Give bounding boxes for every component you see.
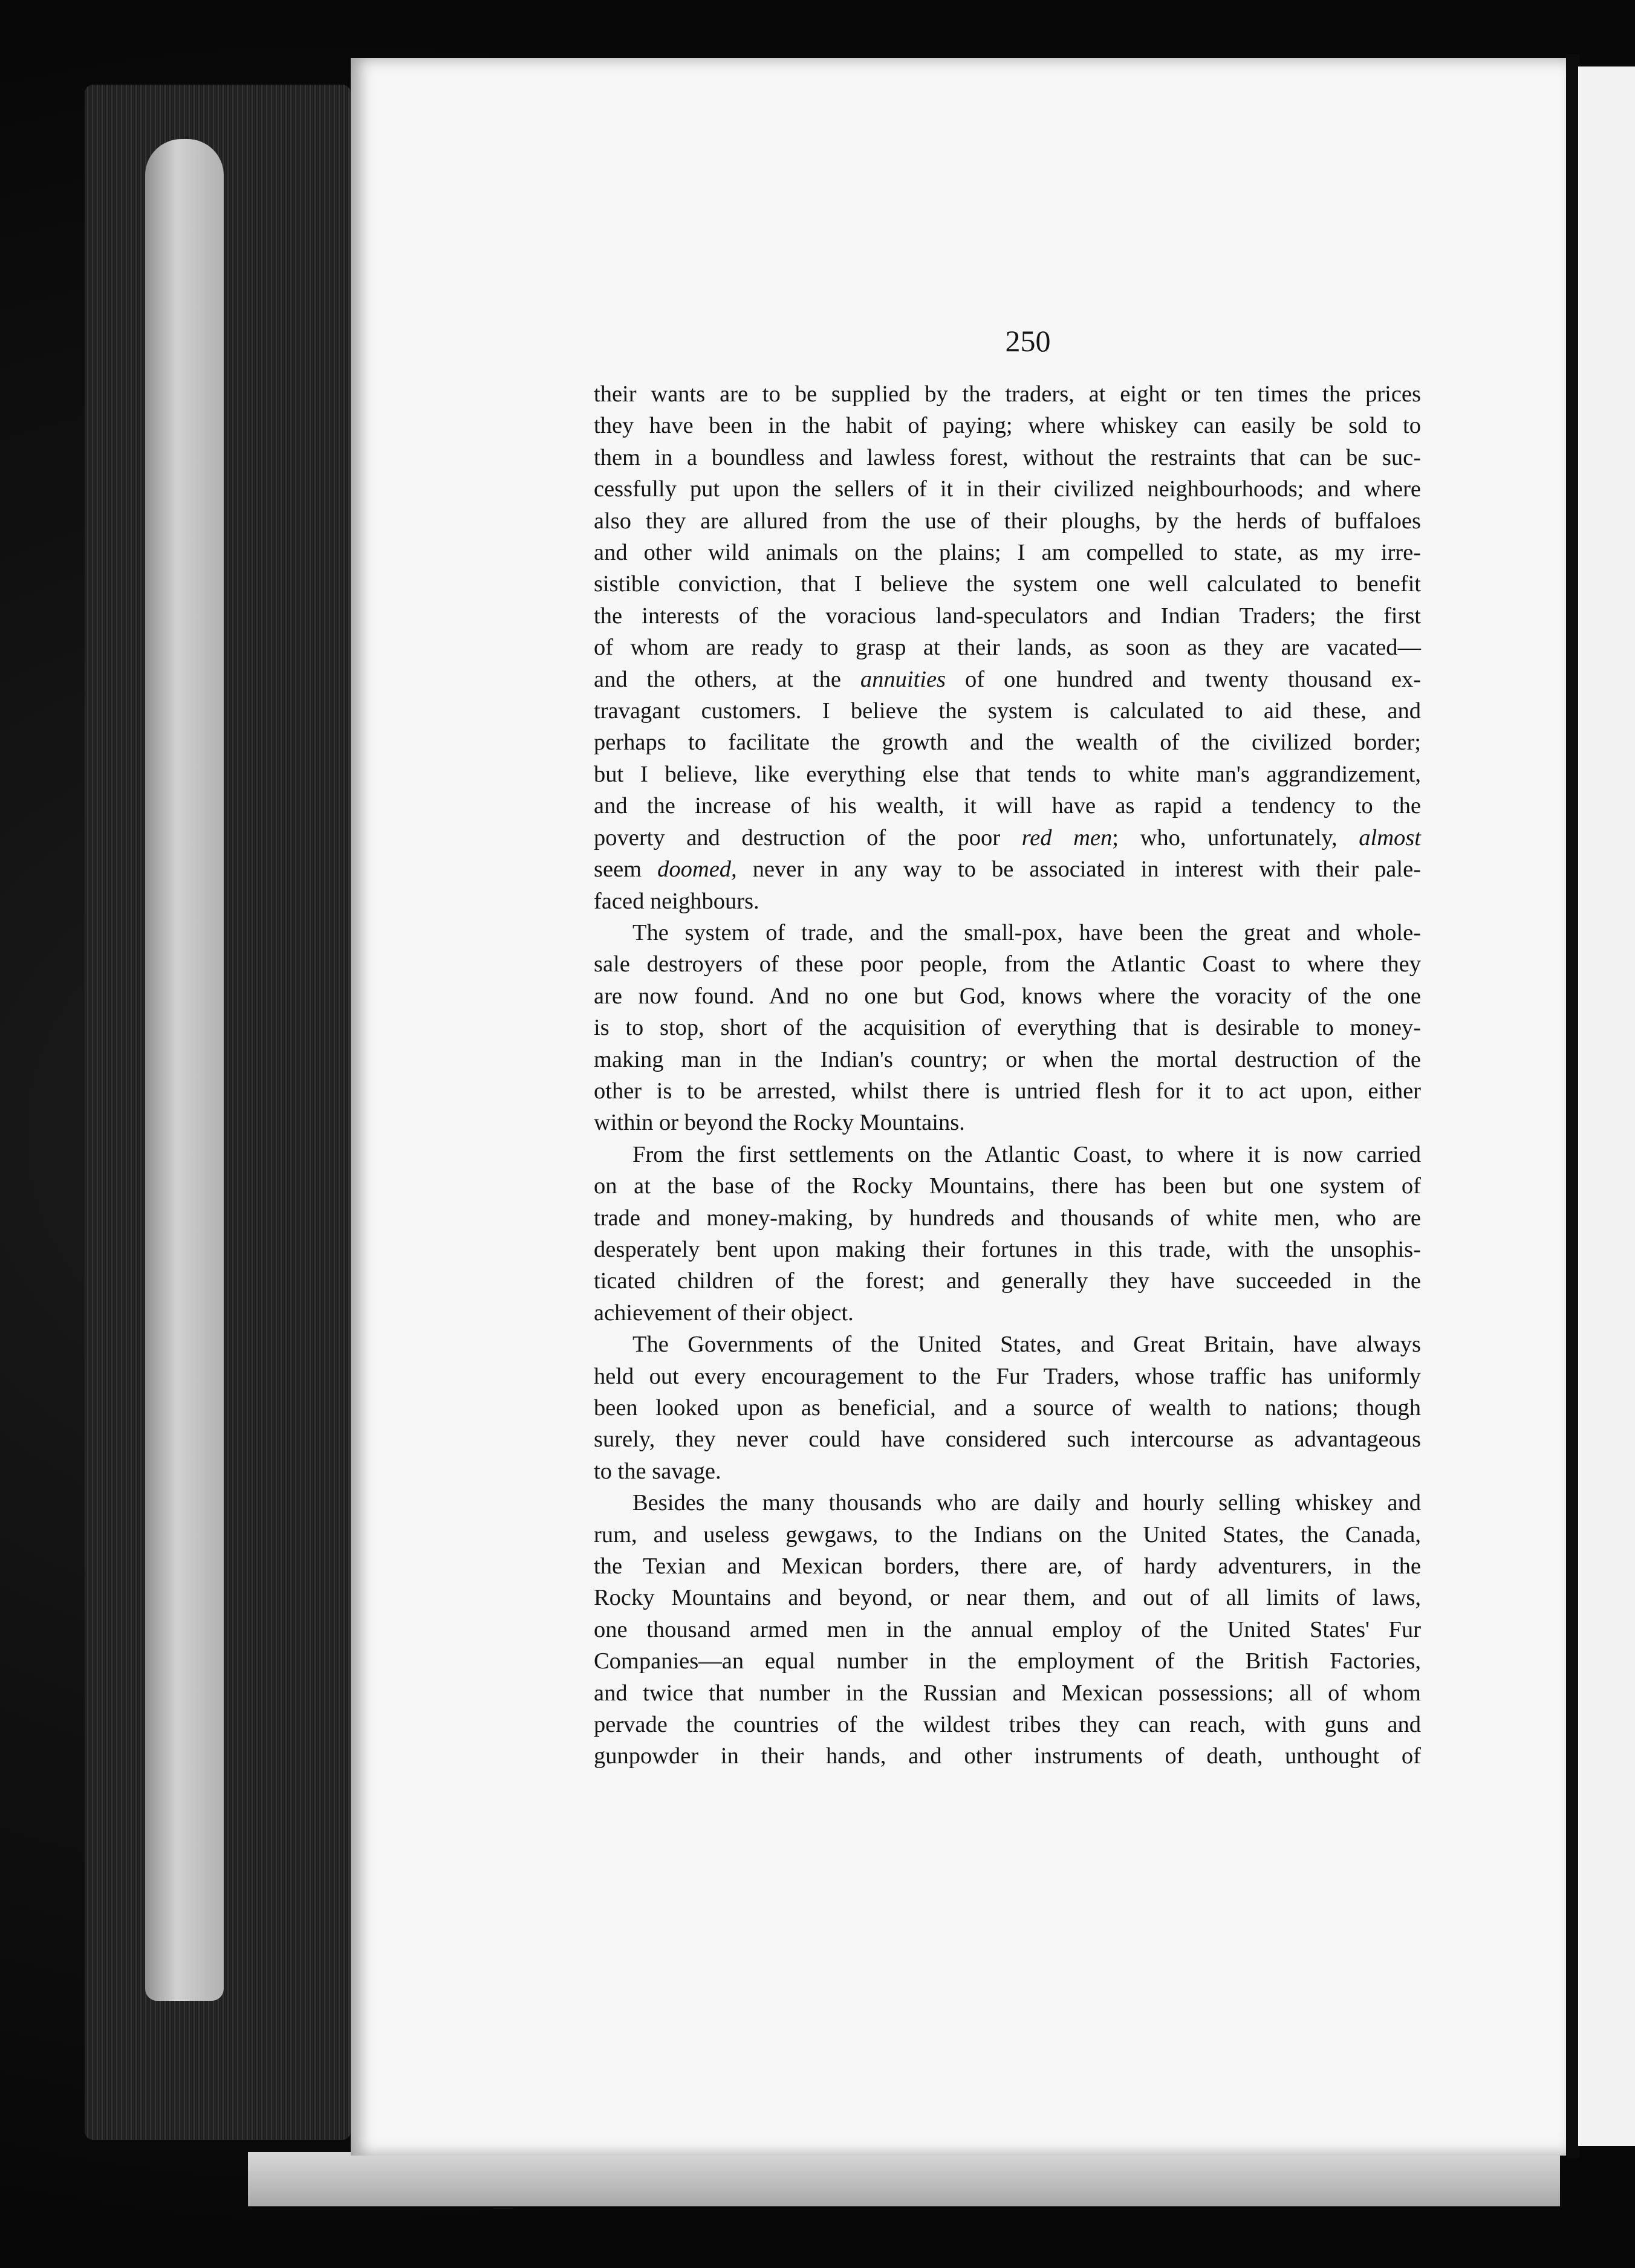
text-line: From the first settlements on the Atlantic Coast, to where it is now carried [632,1141,1421,1167]
text-line: rum, and useless gewgaws, to the Indians on the United States, the Canada, [594,1521,1421,1547]
text-line: desperately bent upon making their fortunes in this trade, with the unsophis- [594,1236,1421,1262]
text-line: to the savage. [594,1458,721,1484]
text-line: Companies—an equal number in the employment of the British Factories, [594,1648,1421,1674]
text-line: sistible conviction, that I believe the system one well calculated to benefit [594,571,1421,597]
text-line: Besides the many thousands who are daily and hourly selling whiskey and [632,1490,1421,1516]
text-line: faced neighbours. [594,888,759,914]
text-line: achievement of their object. [594,1300,854,1326]
text-line: and the others, at the annuities of one hundred and twenty thousand ex- [594,666,1422,692]
text-line: surely, they never could have considered such intercourse as advantageous [594,1427,1421,1453]
body-text [555,378,1421,1772]
text-line: and twice that number in the Russian and Mexican possessions; all of whom [594,1680,1421,1706]
text-line: one thousand armed men in the annual employ of the United States' Fur [594,1616,1421,1642]
paragraph-4 [555,1329,1421,1487]
text-line: perhaps to facilitate the growth and the wealth of the civilized border; [594,730,1421,756]
text-line: their wants are to be supplied by the traders, at eight or ten times the prices [594,381,1421,407]
text-line: travagant customers. I believe the system is calculated to aid these, and [594,698,1421,724]
text-line: held out every encouragement to the Fur Traders, whose traffic has uniformly [594,1363,1421,1389]
text-line: on at the base of the Rocky Mountains, there has been but one system of [594,1173,1421,1199]
text-line: but I believe, like everything else that tends to white man's aggrandizement, [594,761,1421,787]
text-line: and the increase of his wealth, it will have as rapid a tendency to the [594,793,1421,819]
text-line: making man in the Indian's country; or when the mortal destruction of the [594,1046,1421,1072]
page-number: 250 [1005,324,1051,358]
text-line: and other wild animals on the plains; I am compelled to state, as my irre- [594,540,1421,566]
text-line: within or beyond the Rocky Mountains. [594,1110,965,1136]
text-line: other is to be arrested, whilst there is untried flesh for it to act upon, either [594,1078,1421,1104]
text-line: ticated children of the forest; and generally they have succeeded in the [594,1268,1421,1294]
text-line: them in a boundless and lawless forest, without the restraints that can be suc- [594,444,1421,470]
text-line: trade and money-making, by hundreds and thousands of white men, who are [594,1205,1421,1231]
text-line: also they are allured from the use of their ploughs, by the herds of buffaloes [594,508,1421,534]
text-line: is to stop, short of the acquisition of everything that is desirable to money- [594,1015,1421,1041]
text-line: they have been in the habit of paying; where whiskey can easily be sold to [594,413,1421,439]
text-line: are now found. And no one but God, knows where the voracity of the one [594,983,1421,1009]
facing-page-edge [1578,66,1635,2146]
paragraph-3 [555,1139,1421,1329]
text-line: the Texian and Mexican borders, there are, of hardy adventurers, in the [594,1554,1421,1580]
text-line: of whom are ready to grasp at their lands, as soon as they are vacated— [594,635,1421,661]
text-line: been looked upon as beneficial, and a source of wealth to nations; though [594,1395,1421,1421]
text-line: gunpowder in their hands, and other instruments of death, unthought of [594,1743,1421,1769]
paragraph-5 [555,1487,1421,1772]
text-line: The system of trade, and the small-pox, have been the great and whole- [632,919,1421,945]
book-edge-highlight [145,139,224,2001]
page-gutter [1566,54,1579,2158]
text-line: seem doomed, never in any way to be associated in interest with their pale- [594,857,1421,883]
text-line: Rocky Mountains and beyond, or near them, and out of all limits of laws, [594,1585,1421,1611]
text-line: the interests of the voracious land-speculators and Indian Traders; the first [594,603,1421,629]
book-bottom-edge [248,2152,1560,2206]
text-line: sale destroyers of these poor people, from the Atlantic Coast to where they [594,951,1421,977]
paragraph-2 [555,917,1421,1139]
text-line: cessfully put upon the sellers of it in their civilized neighbourhoods; and where [594,476,1421,502]
paragraph-1 [555,378,1421,917]
text-line: poverty and destruction of the poor red men; who, unfortunately, almost [594,825,1421,850]
text-line: pervade the countries of the wildest tribes they can reach, with guns and [594,1712,1421,1738]
text-line: The Governments of the United States, and Great Britain, have always [632,1332,1421,1358]
